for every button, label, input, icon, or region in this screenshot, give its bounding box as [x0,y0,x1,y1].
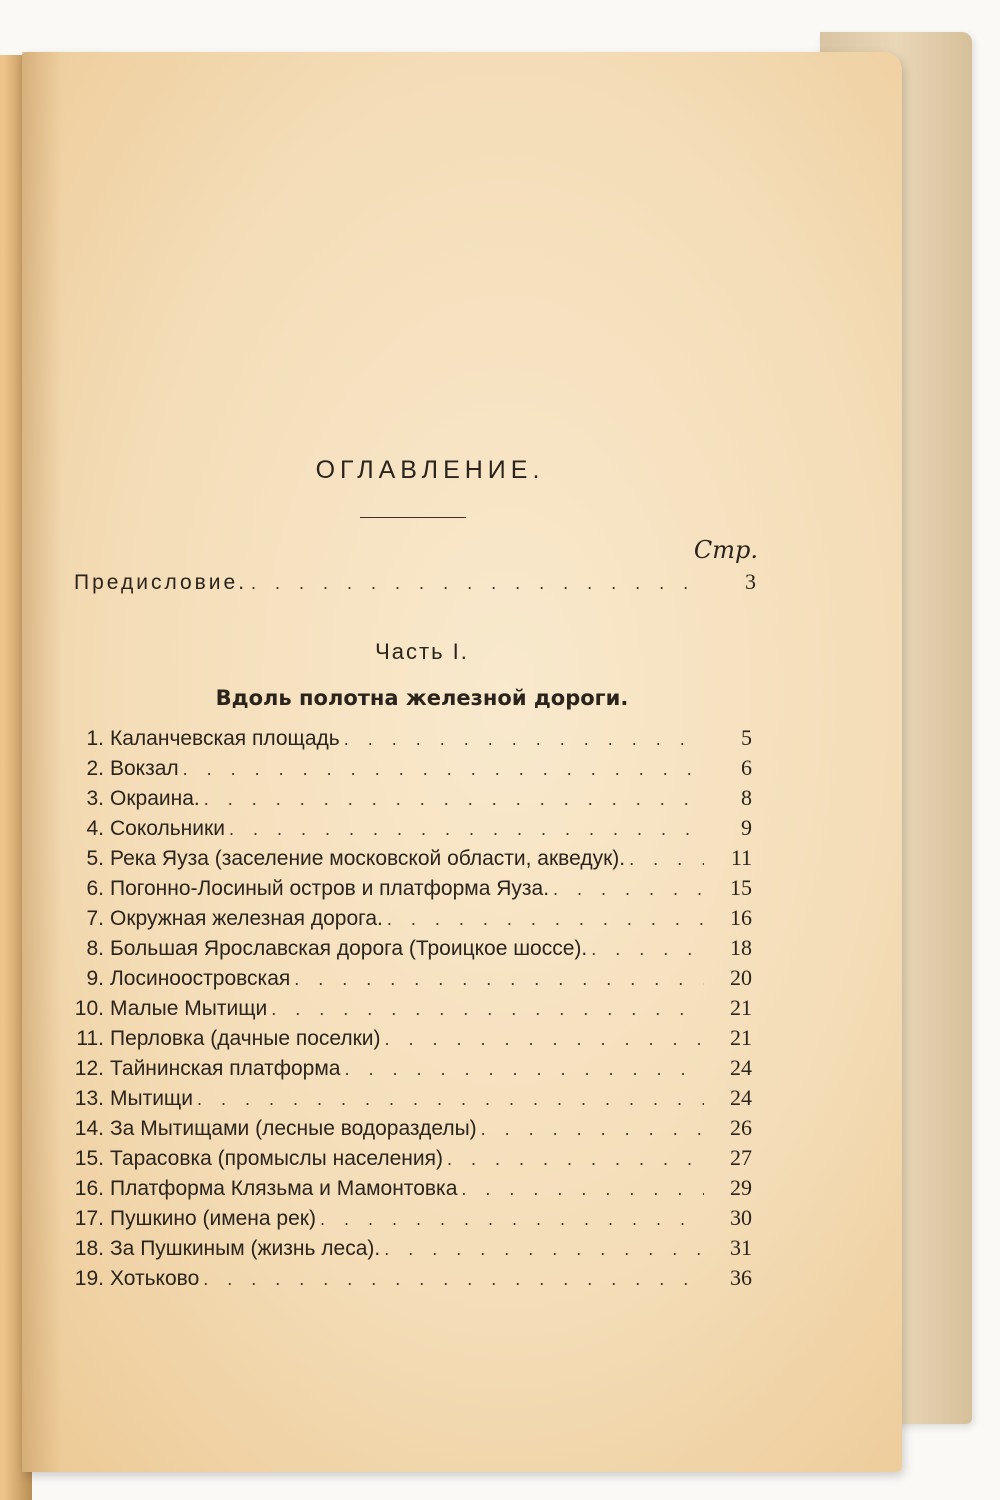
leader-dots [629,847,704,871]
toc-entry-page: 11 [730,845,752,870]
toc-entry-number: 14. [74,1117,104,1140]
leader-dots [461,1177,704,1201]
toc-entry-page: 31 [730,1235,752,1260]
toc-entry-page: 5 [741,725,752,750]
toc-entry [70,876,752,901]
toc-heading: ОГЛАВЛЕНИЕ. [315,456,545,484]
toc-entry-number: 17. [74,1207,104,1230]
toc-entry [70,1116,752,1141]
leader-dots [481,1117,704,1141]
toc-entry-title: Тарасовка (промыслы населения) [110,1147,443,1170]
leader-dots [271,997,704,1021]
leader-dots [251,571,708,595]
toc-entry-title: Платформа Клязьма и Мамонтовка [110,1177,458,1200]
toc-entry-page: 6 [741,755,752,780]
leader-dots [344,1057,704,1081]
toc-entry-title: Река Яуза (заселение московской области, акведук). [110,847,626,870]
book-page [22,52,902,1472]
part-subtitle: Вдоль полотна железной дороги. [215,686,629,710]
leader-dots [387,907,704,931]
toc-entry-title: Пушкино (имена рек) [110,1207,316,1230]
toc-entry-title: Малые Мытищи [110,997,268,1020]
toc-entry-number: 3. [86,787,104,810]
toc-entry-title: За Пушкиным (жизнь леса). [110,1237,381,1260]
toc-entry-title: Погонно-Лосиный остров и платформа Яуза. [110,877,550,900]
toc-entry [70,936,752,961]
toc-entry-page: 36 [730,1265,752,1290]
toc-entry-number: 10. [74,997,104,1020]
toc-entry [70,966,752,991]
toc-entry-page: 21 [730,1025,752,1050]
toc-entry-page: 29 [730,1175,752,1200]
leader-dots [344,727,704,751]
part-label: Часть I. [375,639,469,664]
toc-entry-number: 4. [86,817,104,840]
toc-entry-number: 7. [86,907,104,930]
toc-entry-page: 21 [730,995,752,1020]
toc-entry-title: Сокольники [110,817,225,840]
toc-entry-title: Вокзал [110,757,179,780]
toc-entry-page: 27 [730,1145,752,1170]
toc-entry-title: Тайнинская платформа [110,1057,341,1080]
leader-dots [447,1147,704,1171]
toc-entry-page: 30 [730,1205,752,1230]
leader-dots [204,787,704,811]
toc-entry-title: Лосиноостровская [110,967,291,990]
leader-dots [197,1087,704,1111]
page-gutter-shadow [22,52,62,1472]
toc-entry-page: 16 [730,905,752,930]
toc-entry-page: 9 [741,815,752,840]
leader-dots [229,817,704,841]
toc-entry-title: Каланчевская площадь [110,727,340,750]
toc-entry-number: 15. [74,1147,104,1170]
toc-entry-number: 5. [86,847,104,870]
toc-entry-title: Окраина. [110,787,200,810]
leader-dots [384,1237,704,1261]
toc-entry-title: За Мытищами (лесные водоразделы) [110,1117,477,1140]
toc-entry [70,1206,752,1231]
toc-entry-number: 11. [76,1027,104,1050]
toc-entry-number: 19. [74,1267,104,1290]
leader-dots [320,1207,704,1231]
toc-entry-title: Окружная железная дорога. [110,907,383,930]
toc-entry [70,1026,752,1051]
toc-entry-number: 6. [86,877,104,900]
leader-dots [385,1027,704,1051]
toc-preface-page: 3 [745,569,756,594]
toc-entry-page: 20 [730,965,752,990]
toc-preface [74,570,756,595]
toc-entry-page: 26 [730,1115,752,1140]
toc-entry-number: 12. [74,1057,104,1080]
leader-dots [294,967,704,991]
leader-dots [553,877,704,901]
toc-entry [70,846,752,871]
leader-dots [591,937,704,961]
toc-entry [70,1266,752,1291]
toc-entry-title: Перловка (дачные поселки) [110,1027,381,1050]
toc-preface-label: Предисловие. [74,571,248,594]
toc-entry-page: 24 [730,1055,752,1080]
toc-entry-title: Хотьково [110,1267,200,1290]
page-column-label: Стр. [693,536,758,564]
toc-entry-number: 9. [86,967,104,990]
toc-entry [70,1176,752,1201]
toc-entry-number: 1. [86,727,104,750]
toc-entry-page: 8 [741,785,752,810]
toc-entry-number: 13. [74,1087,104,1110]
toc-entry [70,996,752,1021]
toc-entry [70,1086,752,1111]
toc-entry [70,1056,752,1081]
toc-entry-number: 2. [86,757,104,780]
leader-dots [203,1267,704,1291]
toc-entry [70,816,752,841]
toc-entry [70,906,752,931]
toc-entry [70,726,752,751]
toc-entry [70,1236,752,1261]
toc-entry-title: Большая Ярославская дорога (Троицкое шоссе). [110,937,588,960]
toc-entry-number: 16. [74,1177,104,1200]
toc-entry [70,786,752,811]
toc-entry-number: 8. [86,937,104,960]
toc-entry-page: 15 [730,875,752,900]
leader-dots [183,757,704,781]
toc-entry-page: 24 [730,1085,752,1110]
toc-entry-page: 18 [730,935,752,960]
heading-rule [360,517,466,518]
toc-entry-number: 18. [74,1237,104,1260]
toc-entry-title: Мытищи [110,1087,193,1110]
toc-entry [70,756,752,781]
toc-entry [70,1146,752,1171]
